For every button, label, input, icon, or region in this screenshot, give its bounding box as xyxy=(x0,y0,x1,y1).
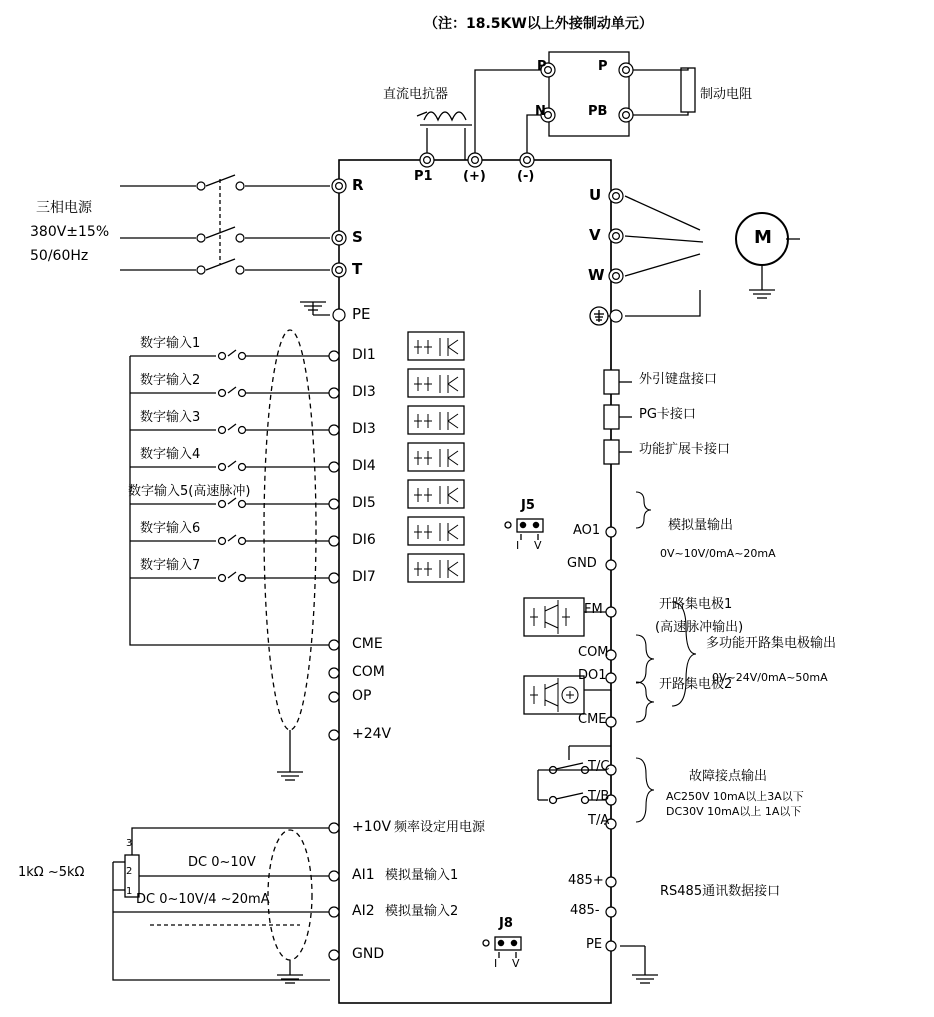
terminal-gnd-ao: GND xyxy=(567,556,597,571)
pot-pin-2: 2 xyxy=(126,866,133,877)
analog-input-2-range: DC 0~10V/4 ~20mA xyxy=(136,892,270,907)
terminal-di6: DI6 xyxy=(352,532,376,548)
dc-reactor-label: 直流电抗器 xyxy=(383,87,449,102)
terminal-10v: +10V xyxy=(352,819,392,835)
terminal-pe-comm: PE xyxy=(586,937,603,952)
terminal-di7: DI7 xyxy=(352,569,376,585)
relay-output-spec-dc: DC30V 10mA以上 1A以下 xyxy=(666,805,802,818)
terminal-10v-desc: 频率设定用电源 xyxy=(394,820,486,835)
potentiometer-label: 1kΩ ~5kΩ xyxy=(18,865,85,880)
comm-label: RS485通讯数据接口 xyxy=(660,884,781,899)
terminal-plus: (+) xyxy=(463,169,486,184)
terminal-t: T xyxy=(352,260,363,278)
open-collector-range: 0V~24V/0mA~50mA xyxy=(712,671,828,684)
braking-resistor-label: 制动电阻 xyxy=(700,87,753,102)
relay-output-spec-ac: AC250V 10mA以上3A以下 xyxy=(666,790,804,803)
relay-output-label: 故障接点输出 xyxy=(689,769,768,784)
terminal-w: W xyxy=(588,266,605,284)
terminal-pb-right: PB xyxy=(588,104,608,119)
power-source-line2: 380V±15% xyxy=(30,224,110,240)
terminal-di4: DI4 xyxy=(352,458,376,474)
terminal-r: R xyxy=(352,176,364,194)
open-collector-1-sub-label: (高速脉冲输出) xyxy=(655,620,744,635)
terminal-24v: +24V xyxy=(352,726,392,742)
port-expansion-card-label: 功能扩展卡接口 xyxy=(639,442,731,457)
jumper-j8-right-label: V xyxy=(512,957,520,970)
terminal-485-minus: 485- xyxy=(570,903,600,918)
terminal-com: COM xyxy=(352,664,385,680)
open-collector-2-label: 开路集电极2 xyxy=(659,677,733,692)
terminal-ai2: AI2 xyxy=(352,903,375,919)
terminal-cme: CME xyxy=(352,636,383,652)
terminal-p-right: P xyxy=(598,59,608,74)
diagram-title: （注：18.5KW以上外接制动单元） xyxy=(424,16,653,32)
terminal-di3: DI3 xyxy=(352,421,376,437)
terminal-ai1-desc: 模拟量输入1 xyxy=(385,868,459,883)
digital-input-1-label: 数字输入1 xyxy=(140,336,201,351)
power-source-line1: 三相电源 xyxy=(36,200,92,216)
terminal-di5: DI5 xyxy=(352,495,376,511)
power-source-line3: 50/60Hz xyxy=(30,248,89,264)
open-collector-group-label: 多功能开路集电极输出 xyxy=(706,636,837,651)
jumper-j5-left-label: I xyxy=(516,539,520,552)
terminal-tb: T/B xyxy=(588,789,610,804)
terminal-ao1: AO1 xyxy=(573,523,601,538)
digital-input-6-label: 数字输入6 xyxy=(140,521,201,536)
terminal-ai2-desc: 模拟量输入2 xyxy=(385,904,459,919)
open-collector-1-label: 开路集电极1 xyxy=(659,597,733,612)
terminal-com-do: COM xyxy=(578,645,609,660)
terminal-ai1: AI1 xyxy=(352,867,375,883)
digital-input-3-label: 数字输入3 xyxy=(140,410,201,425)
terminal-u: U xyxy=(589,186,602,204)
analog-input-1-range: DC 0~10V xyxy=(188,855,256,870)
jumper-j5-label: J5 xyxy=(521,498,535,513)
digital-input-2-label: 数字输入2 xyxy=(140,373,201,388)
jumper-j5-right-label: V xyxy=(534,539,542,552)
jumper-j8-left-label: I xyxy=(494,957,498,970)
port-keypad-label: 外引键盘接口 xyxy=(639,372,718,387)
terminal-op: OP xyxy=(352,688,372,704)
digital-input-5-label: 数字输入5(高速脉冲) xyxy=(128,484,251,499)
terminal-di2: DI3 xyxy=(352,384,376,400)
terminal-do1: DO1 xyxy=(578,668,607,683)
terminal-p-left: P xyxy=(537,59,547,74)
digital-input-7-label: 数字输入7 xyxy=(140,558,201,573)
terminal-cme-do: CME xyxy=(578,712,607,727)
terminal-fm: FM xyxy=(584,602,603,617)
port-pg-card-label: PG卡接口 xyxy=(639,407,696,422)
digital-input-4-label: 数字输入4 xyxy=(140,447,201,462)
terminal-n-left: N xyxy=(535,104,546,119)
terminal-pe-main: PE xyxy=(352,305,371,323)
analog-output-range: 0V~10V/0mA~20mA xyxy=(660,547,776,560)
terminal-s: S xyxy=(352,228,363,246)
terminal-gnd-ai: GND xyxy=(352,946,385,962)
terminal-tc: T/C xyxy=(588,759,610,774)
jumper-j8-label: J8 xyxy=(499,916,513,931)
terminal-v: V xyxy=(589,226,601,244)
terminal-minus: (-) xyxy=(517,169,535,184)
pot-pin-1: 1 xyxy=(126,886,133,897)
terminal-ta: T/A xyxy=(588,813,610,828)
motor-symbol: M xyxy=(754,227,772,248)
analog-output-label: 模拟量输出 xyxy=(668,518,734,533)
pot-pin-3: 3 xyxy=(126,838,133,849)
terminal-485-plus: 485+ xyxy=(568,873,604,888)
terminal-p1: P1 xyxy=(414,169,433,184)
terminal-di1: DI1 xyxy=(352,347,376,363)
